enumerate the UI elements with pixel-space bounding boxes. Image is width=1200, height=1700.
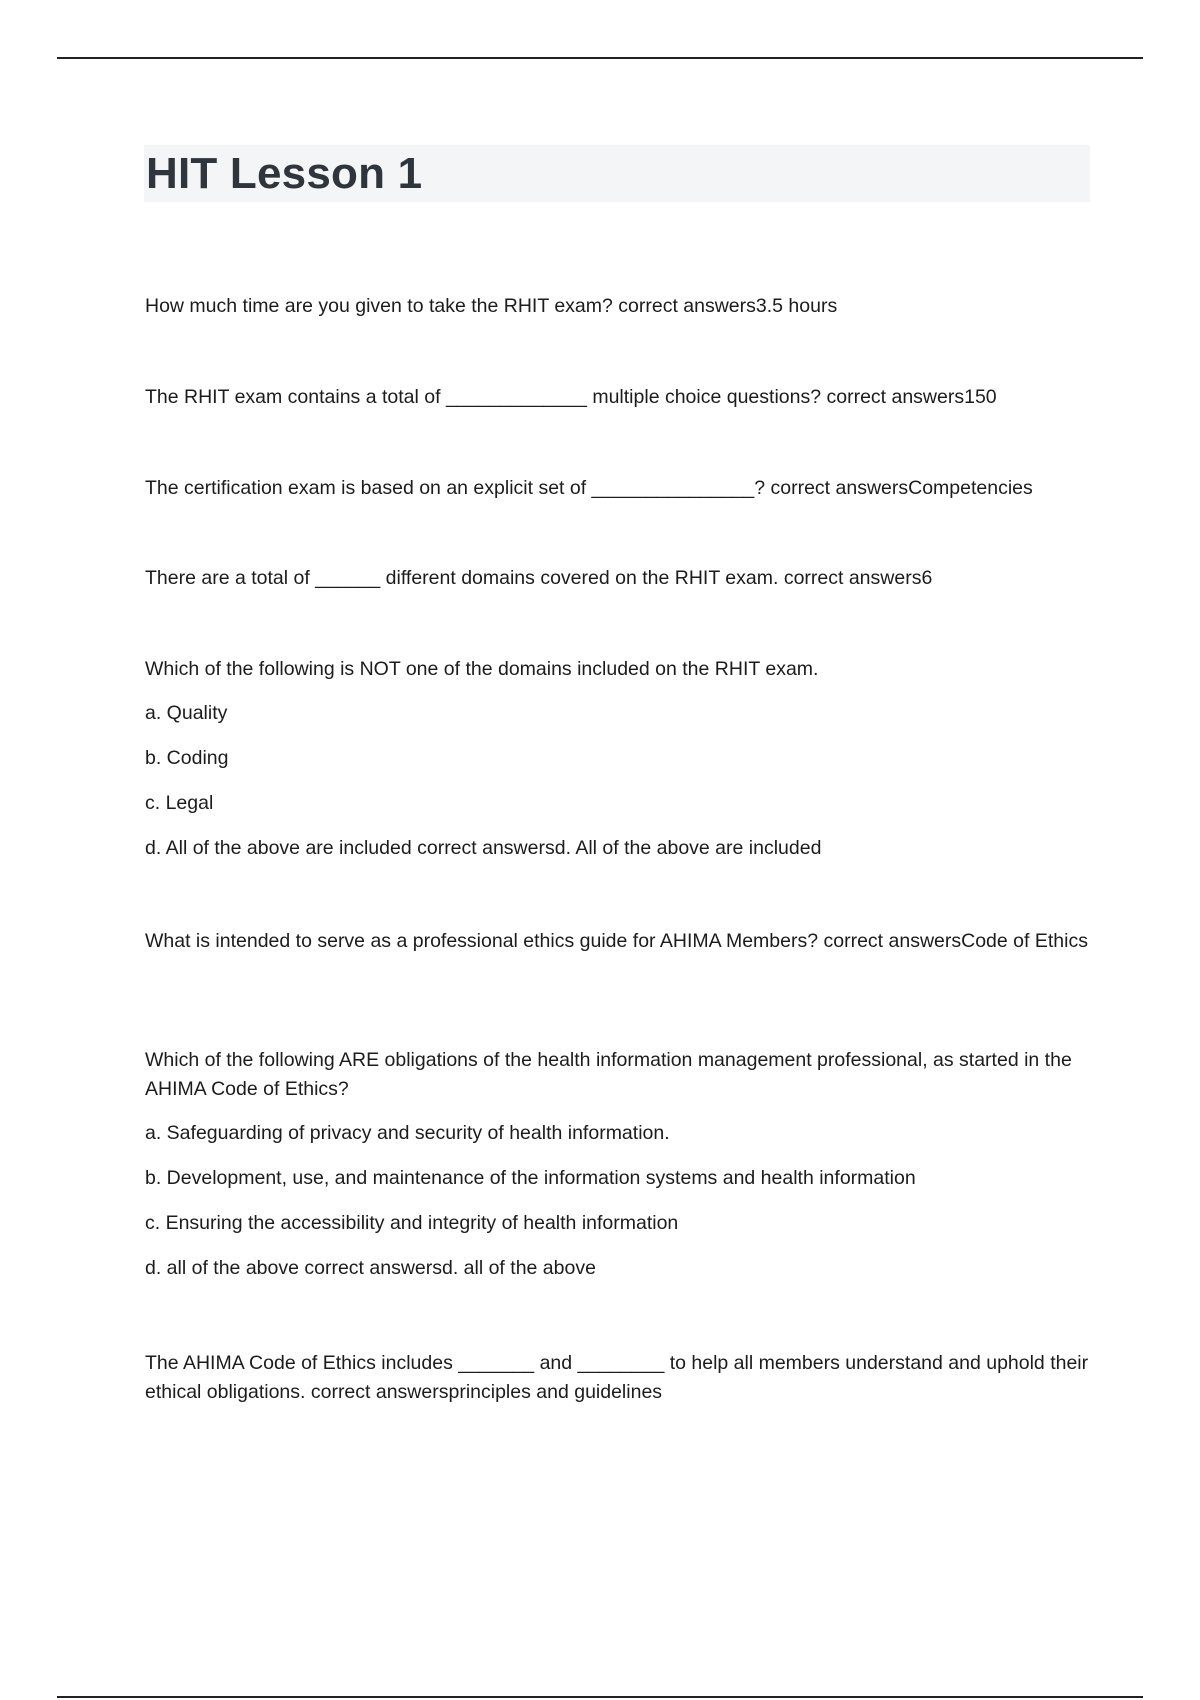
question-text: Which of the following ARE obligations of the health information management professional, as started in the AHIMA Code of Ethics? — [145, 1049, 1072, 1100]
option-a: a. Safeguarding of privacy and security of health information. — [145, 1122, 670, 1144]
option-b: b. Coding — [145, 747, 229, 769]
qa-item-2 — [145, 383, 1090, 412]
option-c: c. Ensuring the accessibility and integrity of health information — [145, 1212, 679, 1234]
option-d: d. all of the above correct answersd. all of the above — [145, 1257, 596, 1279]
qa-item-1 — [145, 292, 1090, 321]
qa-item-3 — [145, 474, 1090, 503]
question-text: There are a total of ______ different domains covered on the RHIT exam. correct answers6 — [145, 567, 933, 589]
question-text: What is intended to serve as a professional ethics guide for AHIMA Members? correct answersCode of Ethics — [145, 930, 1088, 952]
document-title: HIT Lesson 1 — [146, 149, 423, 198]
header-rule — [57, 57, 1143, 59]
question-text: Which of the following is NOT one of the domains included on the RHIT exam. — [145, 658, 819, 680]
option-a: a. Quality — [145, 702, 228, 724]
option-c: c. Legal — [145, 792, 214, 814]
question-text: The certification exam is based on an explicit set of _______________? correct answersCompetencies — [145, 477, 1033, 499]
qa-item-5 — [145, 655, 1090, 863]
question-text: How much time are you given to take the RHIT exam? correct answers3.5 hours — [145, 295, 838, 317]
option-b: b. Development, use, and maintenance of the information systems and health information — [145, 1167, 916, 1189]
question-text: The RHIT exam contains a total of _____________ multiple choice questions? correct answers150 — [145, 386, 997, 408]
option-d: d. All of the above are included correct answersd. All of the above are included — [145, 837, 822, 859]
qa-item-7 — [145, 1046, 1090, 1283]
qa-item-8 — [145, 1349, 1090, 1407]
qa-item-4 — [145, 564, 1090, 593]
question-text: The AHIMA Code of Ethics includes _______ and ________ to help all members understand and uphold their ethical obligations. correct answersprinciples and guidelines — [145, 1352, 1089, 1403]
qa-item-6 — [145, 927, 1090, 956]
footer-rule — [57, 1696, 1143, 1698]
